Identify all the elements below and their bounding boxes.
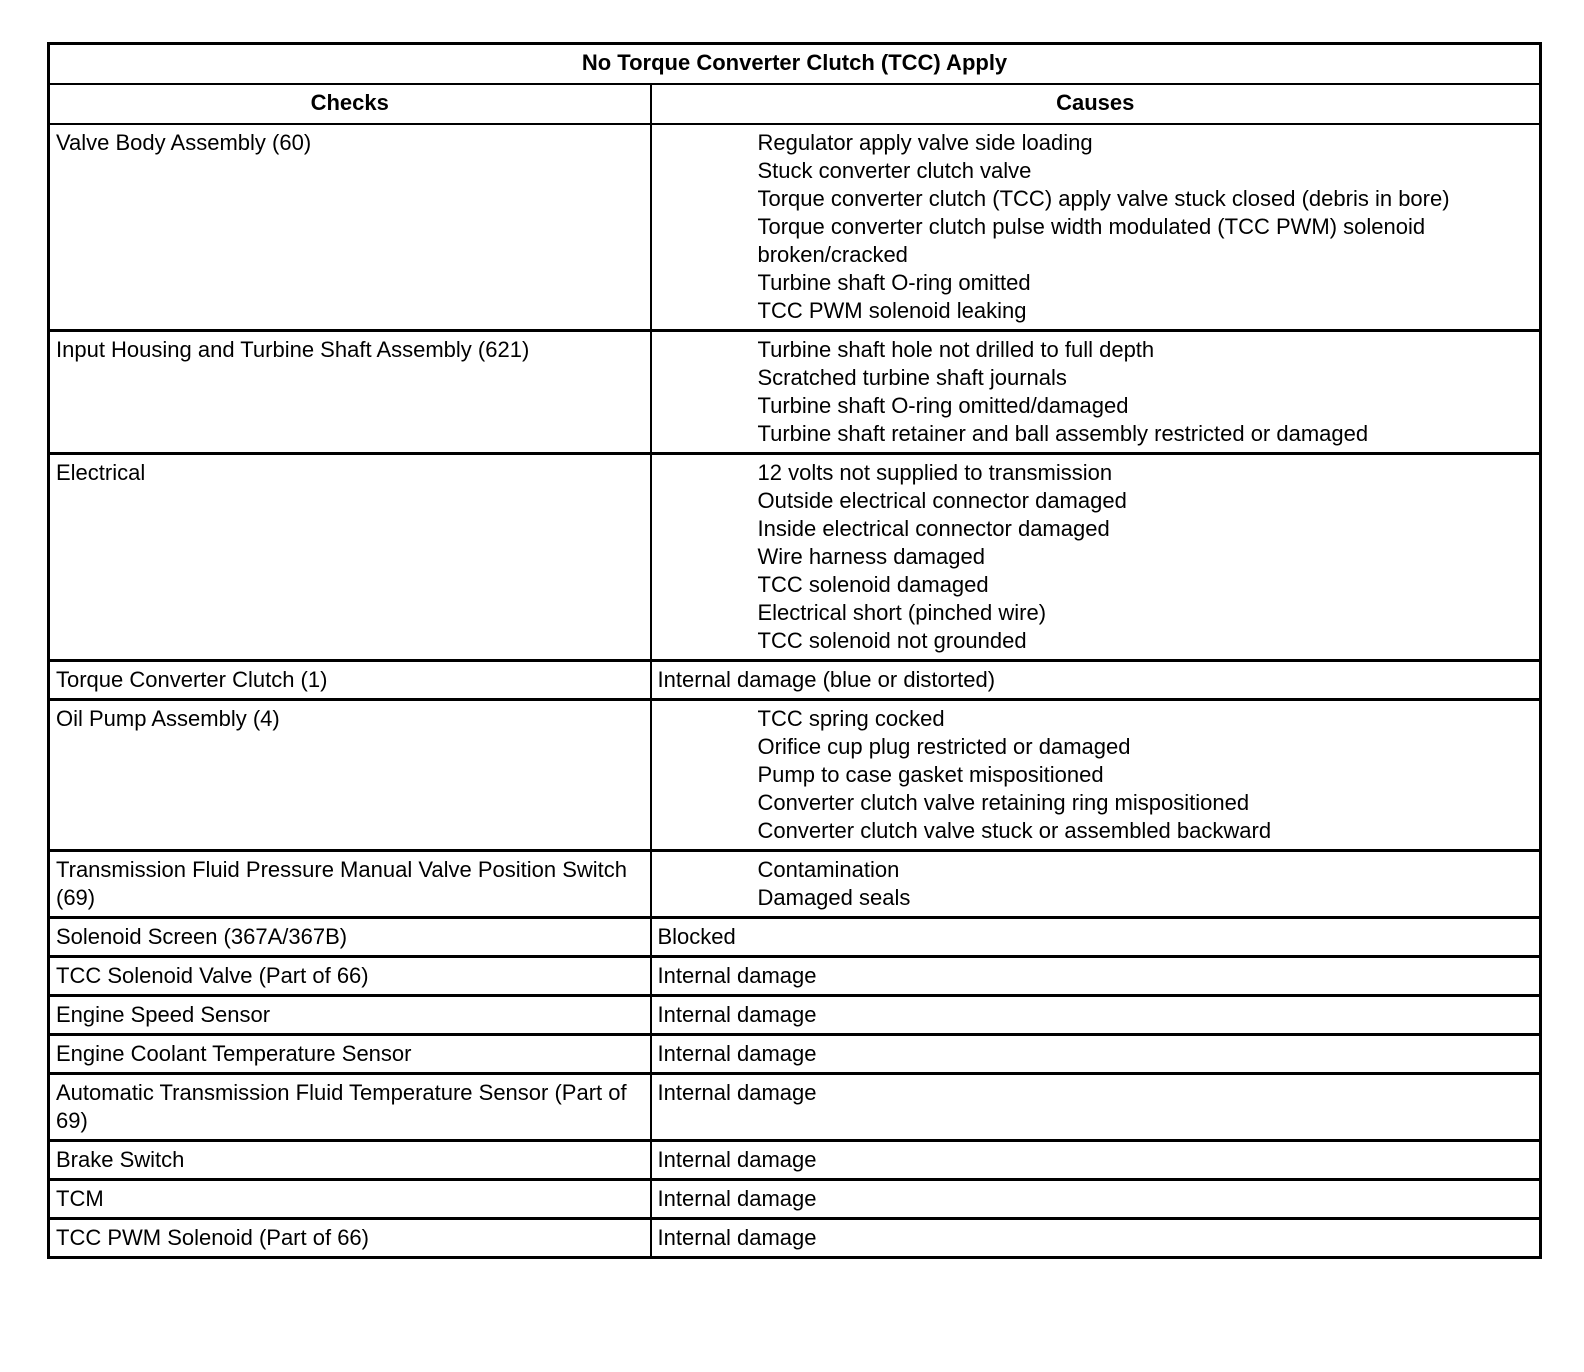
causes-cell xyxy=(651,1074,1541,1141)
table-row xyxy=(49,700,1541,851)
cause-item: TCC spring cocked xyxy=(757,706,945,731)
causes-cell xyxy=(651,454,1541,661)
table-row xyxy=(49,1141,1541,1180)
causes-cell xyxy=(651,851,1541,918)
cause-item: Torque converter clutch (TCC) apply valve stuck closed (debris in bore) xyxy=(757,186,1450,211)
table-row xyxy=(49,996,1541,1035)
check-cell: Electrical xyxy=(49,454,651,661)
causes-cell xyxy=(651,661,1541,700)
table-row xyxy=(49,124,1541,331)
check-cell: TCM xyxy=(49,1180,651,1219)
cause-text: Internal damage xyxy=(657,1147,817,1172)
table-row xyxy=(49,661,1541,700)
causes-cell xyxy=(651,996,1541,1035)
check-cell: Automatic Transmission Fluid Temperature Sensor (Part of 69) xyxy=(49,1074,651,1141)
table-row xyxy=(49,918,1541,957)
causes-cell xyxy=(651,1219,1541,1258)
table-row xyxy=(49,851,1541,918)
table-row xyxy=(49,1180,1541,1219)
table-row xyxy=(49,1035,1541,1074)
causes-cell xyxy=(651,124,1541,331)
causes-list xyxy=(658,129,1534,325)
cause-item: Scratched turbine shaft journals xyxy=(757,365,1067,390)
cause-item: Torque converter clutch pulse width modulated (TCC PWM) solenoid broken/cracked xyxy=(757,214,1426,267)
causes-cell xyxy=(651,1035,1541,1074)
causes-list xyxy=(658,856,1534,912)
cause-text: Internal damage xyxy=(657,1225,817,1250)
cause-text: Internal damage xyxy=(657,1080,817,1105)
cause-text: Blocked xyxy=(657,924,736,949)
causes-list xyxy=(658,705,1534,845)
table-row xyxy=(49,1219,1541,1258)
cause-item: Turbine shaft hole not drilled to full depth xyxy=(757,337,1155,362)
cause-item: Inside electrical connector damaged xyxy=(757,516,1110,541)
table-body xyxy=(49,124,1541,1258)
cause-text: Internal damage xyxy=(657,1186,817,1211)
check-cell: Valve Body Assembly (60) xyxy=(49,124,651,331)
cause-item: Outside electrical connector damaged xyxy=(757,488,1127,513)
table-row xyxy=(49,331,1541,454)
table-row xyxy=(49,1074,1541,1141)
cause-item: 12 volts not supplied to transmission xyxy=(757,460,1113,485)
check-cell: Brake Switch xyxy=(49,1141,651,1180)
causes-cell xyxy=(651,918,1541,957)
table-title: No Torque Converter Clutch (TCC) Apply xyxy=(49,44,1541,85)
cause-item: Converter clutch valve stuck or assembled backward xyxy=(757,818,1272,843)
check-cell: Transmission Fluid Pressure Manual Valve Position Switch (69) xyxy=(49,851,651,918)
check-cell: TCC Solenoid Valve (Part of 66) xyxy=(49,957,651,996)
cause-item: Pump to case gasket mispositioned xyxy=(757,762,1104,787)
causes-cell xyxy=(651,700,1541,851)
checks-header: Checks xyxy=(49,84,651,124)
check-cell: Engine Speed Sensor xyxy=(49,996,651,1035)
causes-cell xyxy=(651,957,1541,996)
causes-list xyxy=(658,459,1534,655)
cause-text: Internal damage xyxy=(657,963,817,988)
causes-cell xyxy=(651,1180,1541,1219)
cause-item: Turbine shaft retainer and ball assembly restricted or damaged xyxy=(757,421,1369,446)
table-row xyxy=(49,454,1541,661)
cause-text: Internal damage xyxy=(657,1041,817,1066)
diagnosis-table xyxy=(47,42,1542,1259)
causes-cell xyxy=(651,331,1541,454)
check-cell: Oil Pump Assembly (4) xyxy=(49,700,651,851)
cause-item: Damaged seals xyxy=(757,885,911,910)
table-row xyxy=(49,957,1541,996)
check-cell: Solenoid Screen (367A/367B) xyxy=(49,918,651,957)
cause-item: Contamination xyxy=(757,857,900,882)
cause-item: Wire harness damaged xyxy=(757,544,985,569)
check-cell: TCC PWM Solenoid (Part of 66) xyxy=(49,1219,651,1258)
cause-item: Stuck converter clutch valve xyxy=(757,158,1032,183)
causes-list xyxy=(658,336,1534,448)
causes-header: Causes xyxy=(651,84,1541,124)
causes-cell xyxy=(651,1141,1541,1180)
cause-item: Turbine shaft O-ring omitted/damaged xyxy=(757,393,1129,418)
check-cell: Engine Coolant Temperature Sensor xyxy=(49,1035,651,1074)
check-cell: Torque Converter Clutch (1) xyxy=(49,661,651,700)
cause-item: TCC PWM solenoid leaking xyxy=(757,298,1027,323)
cause-item: Orifice cup plug restricted or damaged xyxy=(757,734,1131,759)
cause-item: TCC solenoid damaged xyxy=(757,572,989,597)
cause-item: Turbine shaft O-ring omitted xyxy=(757,270,1031,295)
cause-text: Internal damage xyxy=(657,1002,817,1027)
cause-item: Electrical short (pinched wire) xyxy=(757,600,1047,625)
cause-item: TCC solenoid not grounded xyxy=(757,628,1027,653)
cause-item: Regulator apply valve side loading xyxy=(757,130,1093,155)
cause-text: Internal damage (blue or distorted) xyxy=(657,667,996,692)
cause-item: Converter clutch valve retaining ring mispositioned xyxy=(757,790,1250,815)
check-cell: Input Housing and Turbine Shaft Assembly (621) xyxy=(49,331,651,454)
